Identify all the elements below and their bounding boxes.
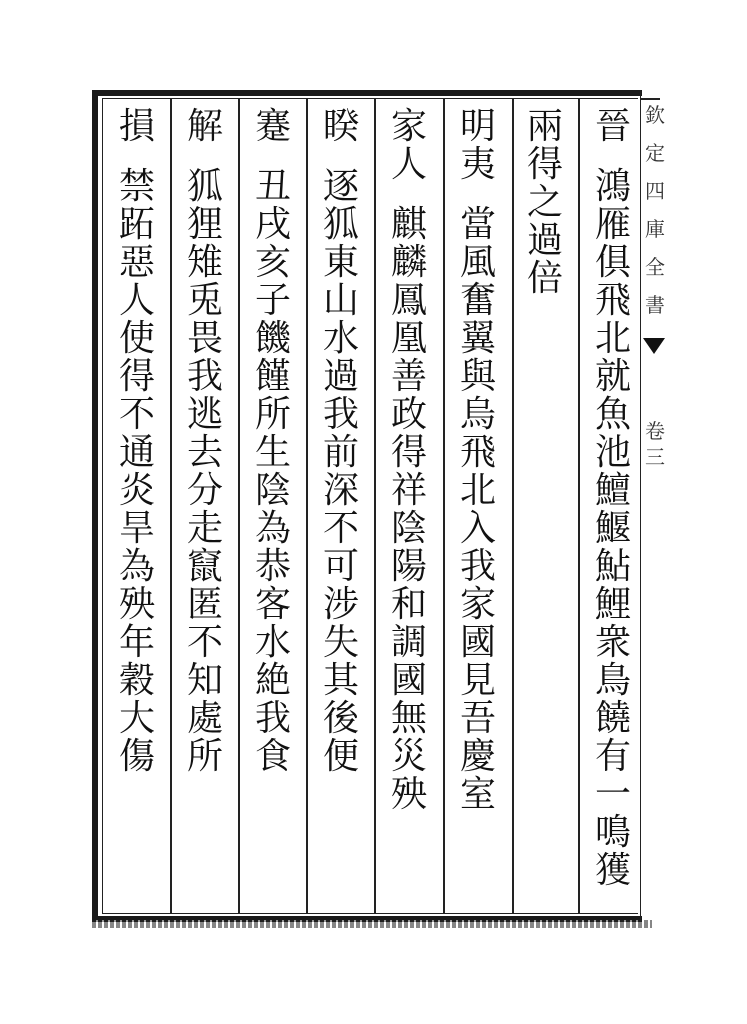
text-glyph: 家: [459, 584, 496, 625]
text-glyph: 惡: [118, 242, 155, 283]
text-column: [180, 108, 230, 776]
hexagram-glyph: 晉: [594, 106, 631, 147]
text-glyph: 善: [390, 356, 427, 397]
text-glyph: 我: [322, 394, 359, 435]
text-column: [520, 108, 570, 298]
text-glyph: 衆: [594, 622, 631, 663]
text-glyph: 為: [118, 546, 155, 587]
text-glyph: 戌: [254, 204, 291, 245]
text-glyph: 子: [254, 280, 291, 321]
text-glyph: 陰: [254, 470, 291, 511]
text-glyph: 生: [254, 432, 291, 473]
fish-tail-mark: [643, 338, 665, 354]
text-glyph: 殃: [118, 584, 155, 625]
column-divider: [306, 98, 308, 914]
text-glyph: 大: [118, 698, 155, 739]
text-glyph: 饒: [594, 698, 631, 739]
text-glyph: 絶: [254, 660, 291, 701]
text-glyph: 國: [390, 660, 427, 701]
text-glyph: 當: [459, 204, 496, 245]
text-glyph: 和: [390, 584, 427, 625]
text-glyph: 恭: [254, 546, 291, 587]
text-glyph: 災: [390, 736, 427, 777]
text-glyph: 祥: [390, 470, 427, 511]
edge-title-char: 欽: [645, 103, 665, 127]
text-glyph: 北: [594, 318, 631, 359]
text-glyph: 一: [594, 774, 631, 815]
text-glyph: 為: [254, 508, 291, 549]
edge-title-char: 全: [645, 255, 665, 279]
edge-catalogue-strip: [640, 90, 665, 922]
text-glyph: 炎: [118, 470, 155, 511]
text-glyph: 鳥: [594, 660, 631, 701]
text-glyph: 陽: [390, 546, 427, 587]
hexagram-glyph: 明: [459, 106, 496, 147]
edge-title-char: 定: [645, 141, 665, 165]
text-glyph: 後: [322, 698, 359, 739]
text-glyph: 得: [526, 144, 563, 185]
text-glyph: 竄: [186, 546, 223, 587]
column-divider: [374, 98, 376, 914]
text-glyph: 飛: [459, 432, 496, 473]
text-glyph: 失: [322, 622, 359, 663]
text-glyph: 旱: [118, 508, 155, 549]
text-glyph: 我: [186, 356, 223, 397]
text-glyph: 亥: [254, 242, 291, 283]
hexagram-glyph: 蹇: [254, 106, 291, 147]
text-glyph: 丑: [254, 166, 291, 207]
text-glyph: 兎: [186, 280, 223, 321]
edge-rule: [640, 98, 660, 100]
text-glyph: 與: [459, 356, 496, 397]
text-glyph: 人: [118, 280, 155, 321]
text-glyph: 調: [390, 622, 427, 663]
text-glyph: 獲: [594, 850, 631, 891]
text-glyph: 匿: [186, 584, 223, 625]
text-glyph: 兩: [526, 106, 563, 147]
text-glyph: 分: [186, 470, 223, 511]
text-glyph: 逐: [322, 166, 359, 207]
text-glyph: 鳳: [390, 280, 427, 321]
text-glyph: 鮎: [594, 546, 631, 587]
text-glyph: 處: [186, 698, 223, 739]
text-glyph: 穀: [118, 660, 155, 701]
edge-juan-char: 卷: [645, 419, 665, 443]
text-glyph: 東: [322, 242, 359, 283]
text-glyph: 鴻: [594, 166, 631, 207]
text-glyph: 可: [322, 546, 359, 587]
text-glyph: 凰: [390, 318, 427, 359]
text-glyph: 奮: [459, 280, 496, 321]
hexagram-glyph: 睽: [322, 106, 359, 147]
column-divider: [512, 98, 514, 914]
text-glyph: 不: [118, 394, 155, 435]
column-divider: [170, 98, 172, 914]
hexagram-glyph: 損: [118, 106, 155, 147]
text-glyph: 水: [322, 318, 359, 359]
text-glyph: 年: [118, 622, 155, 663]
hexagram-glyph: 夷: [459, 144, 496, 185]
text-glyph: 過: [322, 356, 359, 397]
text-column: [453, 108, 503, 814]
text-glyph: 魚: [594, 394, 631, 435]
text-glyph: 我: [459, 546, 496, 587]
text-glyph: 慶: [459, 736, 496, 777]
text-glyph: 池: [594, 432, 631, 473]
text-glyph: 就: [594, 356, 631, 397]
text-glyph: 鰋: [594, 508, 631, 549]
text-glyph: 鯉: [594, 584, 631, 625]
text-glyph: 使: [118, 318, 155, 359]
hexagram-glyph: 家: [390, 106, 427, 147]
text-glyph: 走: [186, 508, 223, 549]
text-glyph: 麟: [390, 242, 427, 283]
text-glyph: 前: [322, 432, 359, 473]
hexagram-glyph: 人: [390, 144, 427, 185]
text-glyph: 烏: [459, 394, 496, 435]
text-glyph: 有: [594, 736, 631, 777]
column-divider: [443, 98, 445, 914]
text-glyph: 跖: [118, 204, 155, 245]
text-glyph: 去: [186, 432, 223, 473]
text-glyph: 政: [390, 394, 427, 435]
text-glyph: 不: [322, 508, 359, 549]
text-glyph: 便: [322, 736, 359, 777]
column-divider: [238, 98, 240, 914]
edge-title-char: 書: [645, 293, 665, 317]
text-glyph: 得: [118, 356, 155, 397]
text-glyph: 麒: [390, 204, 427, 245]
text-glyph: 北: [459, 470, 496, 511]
text-glyph: 國: [459, 622, 496, 663]
text-glyph: 得: [390, 432, 427, 473]
edge-title-char: 庫: [645, 217, 665, 241]
text-glyph: 客: [254, 584, 291, 625]
hexagram-glyph: 解: [186, 106, 223, 147]
text-glyph: 禁: [118, 166, 155, 207]
text-glyph: 傷: [118, 736, 155, 777]
text-column: [248, 108, 298, 776]
text-column: [384, 108, 434, 814]
edge-title-char: 四: [645, 179, 665, 203]
text-glyph: 狸: [186, 204, 223, 245]
text-glyph: 逃: [186, 394, 223, 435]
text-glyph: 鳴: [594, 812, 631, 853]
text-glyph: 翼: [459, 318, 496, 359]
text-glyph: 室: [459, 774, 496, 815]
text-glyph: 其: [322, 660, 359, 701]
text-glyph: 食: [254, 736, 291, 777]
text-glyph: 狐: [322, 204, 359, 245]
text-glyph: 雁: [594, 204, 631, 245]
text-glyph: 狐: [186, 166, 223, 207]
text-glyph: 不: [186, 622, 223, 663]
text-column: [316, 108, 366, 776]
edge-juan-char: 三: [645, 445, 665, 469]
text-glyph: 鱣: [594, 470, 631, 511]
bottom-rule: [92, 920, 652, 928]
text-glyph: 倍: [526, 258, 563, 299]
text-glyph: 深: [322, 470, 359, 511]
text-glyph: 所: [254, 394, 291, 435]
text-glyph: 飛: [594, 280, 631, 321]
text-glyph: 所: [186, 736, 223, 777]
text-glyph: 山: [322, 280, 359, 321]
text-glyph: 無: [390, 698, 427, 739]
text-glyph: 入: [459, 508, 496, 549]
text-glyph: 水: [254, 622, 291, 663]
text-glyph: 我: [254, 698, 291, 739]
text-glyph: 畏: [186, 318, 223, 359]
text-glyph: 陰: [390, 508, 427, 549]
text-column: [588, 108, 638, 890]
text-glyph: 風: [459, 242, 496, 283]
text-column: [112, 108, 162, 776]
text-glyph: 之: [526, 182, 563, 223]
text-glyph: 知: [186, 660, 223, 701]
column-divider: [578, 98, 580, 914]
text-glyph: 涉: [322, 584, 359, 625]
text-glyph: 見: [459, 660, 496, 701]
text-glyph: 俱: [594, 242, 631, 283]
text-glyph: 吾: [459, 698, 496, 739]
text-glyph: 通: [118, 432, 155, 473]
text-glyph: 殃: [390, 774, 427, 815]
text-glyph: 饑: [254, 318, 291, 359]
text-glyph: 過: [526, 220, 563, 261]
text-glyph: 饉: [254, 356, 291, 397]
text-glyph: 雉: [186, 242, 223, 283]
